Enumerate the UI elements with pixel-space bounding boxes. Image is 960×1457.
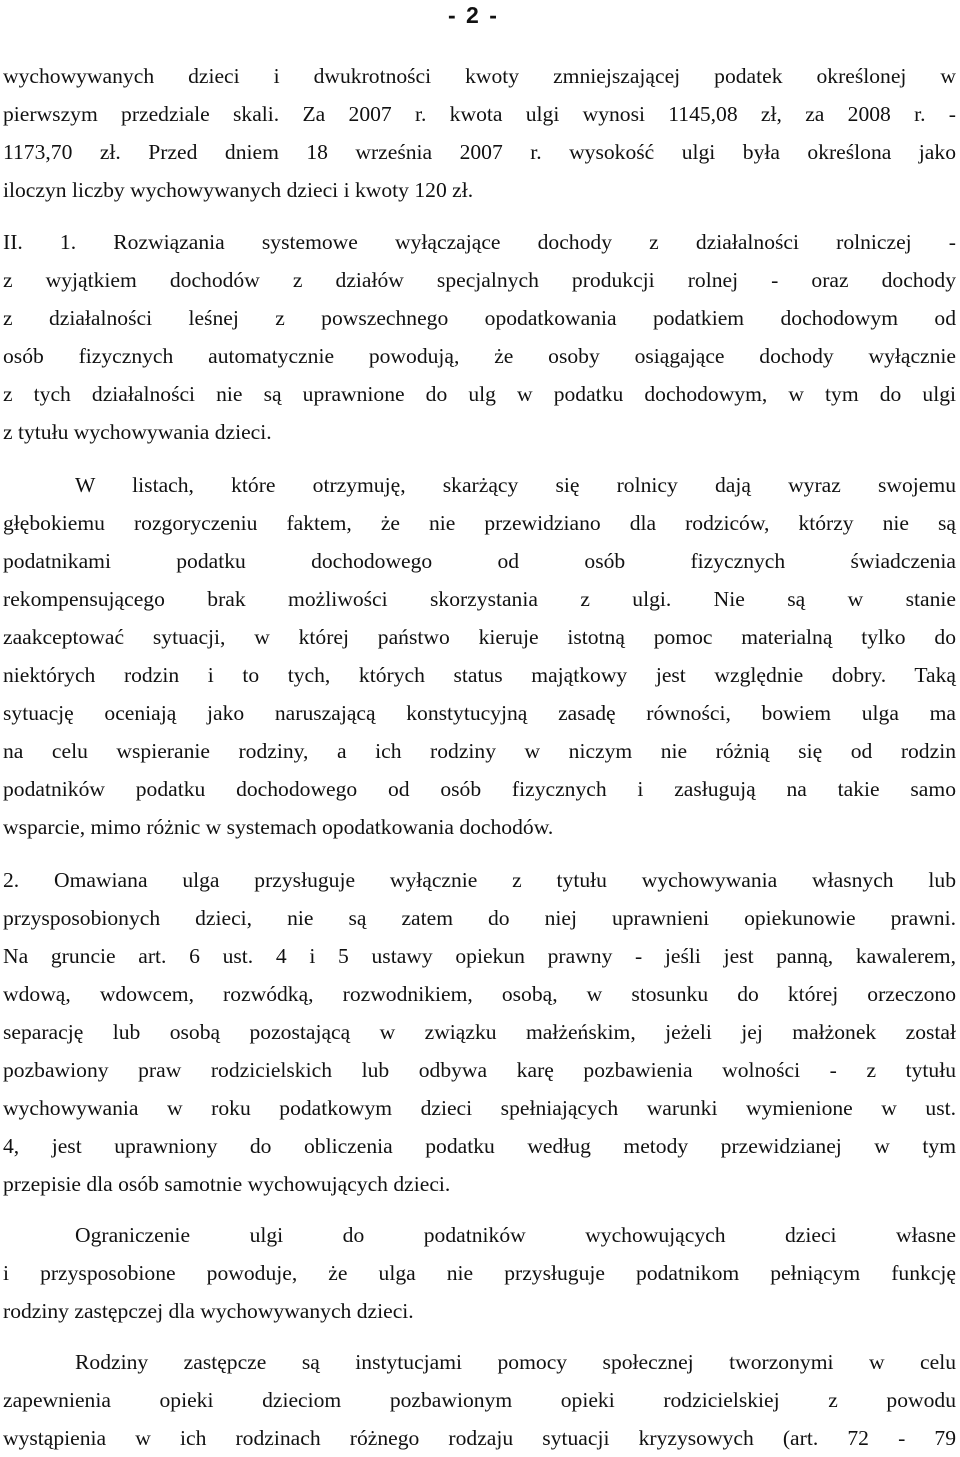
text-line: II. 1. Rozwiązania systemowe wyłączające dochody z działalności rolniczej - [3, 230, 956, 254]
paragraph-5 [3, 1216, 956, 1330]
text-line: przysposobionych dzieci, nie są zatem do niej uprawnieni opiekunowie prawni. [3, 906, 956, 930]
text-line: wsparcie, mimo różnic w systemach opodatkowania dochodów. [3, 815, 554, 839]
text-line: Rodziny zastępcze są instytucjami pomocy społecznej tworzonymi w celu [75, 1350, 956, 1374]
paragraph-2 [3, 223, 956, 451]
text-line: Na gruncie art. 6 ust. 4 i 5 ustawy opiekun prawny - jeśli jest panną, kawalerem, [3, 944, 956, 968]
text-line: pierwszym przedziale skali. Za 2007 r. kwota ulgi wynosi 1145,08 zł, za 2008 r. - [3, 102, 956, 126]
text-line: przepisie dla osób samotnie wychowujących dzieci. [3, 1172, 451, 1196]
text-line: z działalności leśnej z powszechnego opodatkowania podatkiem dochodowym od [3, 306, 956, 330]
text-line: zapewnienia opieki dzieciom pozbawionym opieki rodzicielskiej z powodu [3, 1388, 956, 1412]
text-line: na celu wspieranie rodziny, a ich rodziny w niczym nie różnią się od rodzin [3, 739, 956, 763]
text-line: 1173,70 zł. Przed dniem 18 września 2007 r. wysokość ulgi była określona jako [3, 140, 956, 164]
text-line: osób fizycznych automatycznie powodują, że osoby osiągające dochody wyłącznie [3, 344, 956, 368]
text-line: Ograniczenie ulgi do podatników wychowujących dzieci własne [75, 1223, 956, 1247]
text-line: rodziny zastępczej dla wychowywanych dzieci. [3, 1299, 414, 1323]
text-line: podatnikami podatku dochodowego od osób fizycznych świadczenia [3, 549, 956, 573]
text-line: 4, jest uprawniony do obliczenia podatku według metody przewidzianej w tym [3, 1134, 956, 1158]
text-line: sytuację oceniają jako naruszającą konstytucyjną zasadę równości, bowiem ulga ma [3, 701, 956, 725]
text-line: 2. Omawiana ulga przysługuje wyłącznie z tytułu wychowywania własnych lub [3, 868, 956, 892]
text-line: z wyjątkiem dochodów z działów specjalnych produkcji rolnej - oraz dochody [3, 268, 956, 292]
text-line: zaakceptować sytuacji, w której państwo kieruje istotną pomoc materialną tylko do [3, 625, 956, 649]
text-line: separację lub osobą pozostającą w związku małżeńskim, jeżeli jej małżonek został [3, 1020, 956, 1044]
text-line: wystąpienia w ich rodzinach różnego rodzaju sytuacji kryzysowych (art. 72 - 79 [3, 1426, 956, 1450]
paragraph-6 [3, 1343, 956, 1457]
page-number: - 2 - [448, 2, 499, 28]
text-line: iloczyn liczby wychowywanych dzieci i kwoty 120 zł. [3, 178, 474, 202]
text-line: pozbawiony praw rodzicielskich lub odbywa karę pozbawienia wolności - z tytułu [3, 1058, 956, 1082]
paragraph-4 [3, 861, 956, 1203]
text-line: niektórych rodzin i to tych, których status majątkowy jest względnie dobry. Taką [3, 663, 956, 687]
text-line: rekompensującego brak możliwości skorzystania z ulgi. Nie są w stanie [3, 587, 956, 611]
text-line: W listach, które otrzymuję, skarżący się rolnicy dają wyraz swojemu [75, 473, 956, 497]
text-line: z tych działalności nie są uprawnione do ulg w podatku dochodowym, w tym do ulgi [3, 382, 956, 406]
text-line: z tytułu wychowywania dzieci. [3, 420, 272, 444]
paragraph-3 [3, 466, 956, 846]
text-line: i przysposobione powoduje, że ulga nie przysługuje podatnikom pełniącym funkcję [3, 1261, 956, 1285]
text-line: wychowywania w roku podatkowym dzieci spełniających warunki wymienione w ust. [3, 1096, 956, 1120]
text-line: podatników podatku dochodowego od osób fizycznych i zasługują na takie samo [3, 777, 956, 801]
text-line: wdową, wdowcem, rozwódką, rozwodnikiem, osobą, w stosunku do której orzeczono [3, 982, 956, 1006]
text-line: głębokiemu rozgoryczeniu faktem, że nie przewidziano dla rodziców, którzy nie są [3, 511, 956, 535]
paragraph-1 [3, 57, 956, 209]
text-line: wychowywanych dzieci i dwukrotności kwoty zmniejszającej podatek określonej w [3, 64, 956, 88]
